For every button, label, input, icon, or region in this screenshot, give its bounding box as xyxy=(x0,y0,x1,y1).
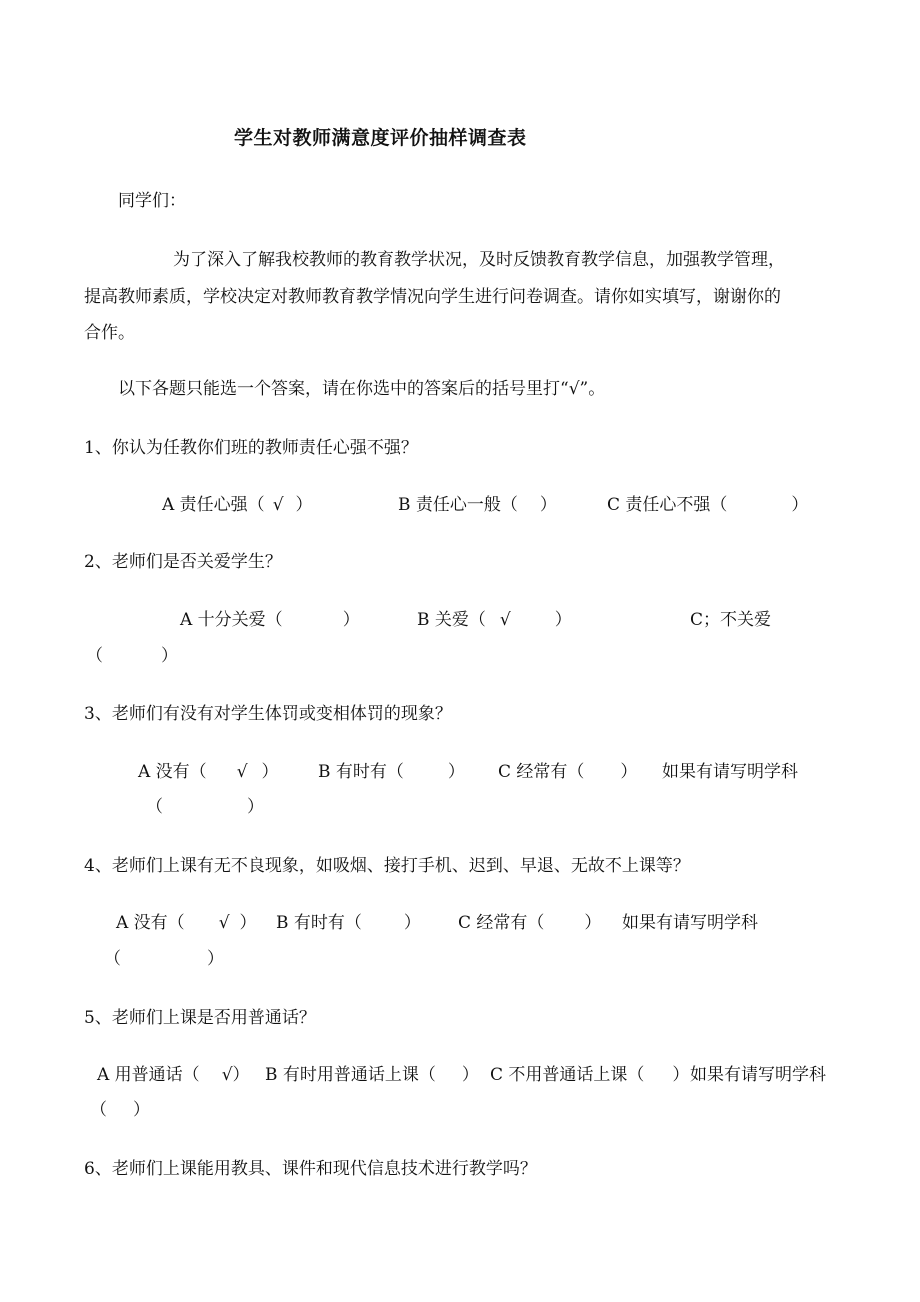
q4-option-c xyxy=(458,912,601,934)
q3-option-b-label: B 有时有（ xyxy=(318,762,404,782)
q1-option-b xyxy=(398,494,557,516)
question-3: 3、老师们有没有对学生体罚或变相体罚的现象？ xyxy=(84,704,452,724)
q3-option-b xyxy=(318,761,465,783)
q3-blank xyxy=(146,796,264,818)
q5-blank-close: ） xyxy=(133,1100,150,1120)
q5-option-c-label: C 不用普通话上课（ xyxy=(490,1065,645,1085)
q1-option-a-check: √ xyxy=(272,495,284,515)
q3-option-b-close: ） xyxy=(447,762,465,782)
q2-option-a-label: A 十分关爱（ xyxy=(180,610,283,630)
q4-option-a xyxy=(116,912,257,934)
q3-option-c-close: ） xyxy=(620,762,638,782)
q5-option-c-close: ） xyxy=(672,1065,690,1085)
q1-option-a xyxy=(162,494,313,516)
q4-blank xyxy=(104,948,224,970)
q2-option-b xyxy=(417,609,572,631)
q5-option-a-check: √ xyxy=(221,1065,233,1085)
q1-option-a-close: ） xyxy=(295,495,313,515)
question-5: 5、老师们上课是否用普通话？ xyxy=(84,1008,316,1028)
intro-line-1: 为了深入了解我校教师的教育教学状况，及时反馈教育教学信息，加强教学管理， xyxy=(173,250,785,270)
intro-line-2: 提高教师素质，学校决定对教师教育教学情况向学生进行问卷调查。请你如实填写，谢谢你的 xyxy=(84,287,781,307)
q5-option-b-label: B 有时用普通话上课（ xyxy=(265,1065,436,1085)
q5-subject-prompt: 如果有请写明学科 xyxy=(690,1065,826,1085)
page-title: 学生对教师满意度评价抽样调查表 xyxy=(234,127,527,149)
greeting: 同学们： xyxy=(118,191,186,211)
q2-blank-open: （ xyxy=(86,646,103,666)
q1-option-c-label: C 责任心不强（ xyxy=(607,495,728,515)
q4-blank-close: ） xyxy=(207,949,224,969)
question-1: 1、你认为任教你们班的教师责任心强不强？ xyxy=(84,438,418,458)
q1-option-c xyxy=(607,494,808,516)
question-4: 4、老师们上课有无不良现象，如吸烟、接打手机、迟到、早退、无故不上课等？ xyxy=(84,856,690,876)
q3-option-a xyxy=(138,761,279,783)
q3-subject-prompt: 如果有请写明学科 xyxy=(662,762,798,782)
q2-option-a xyxy=(180,609,360,631)
q5-option-b xyxy=(265,1064,479,1086)
q2-option-b-label: B 关爱（ xyxy=(417,610,486,630)
q2-option-a-close: ） xyxy=(342,610,360,630)
q4-option-b-close: ） xyxy=(403,913,421,933)
q2-option-b-close: ） xyxy=(554,610,572,630)
q4-option-c-close: ） xyxy=(584,913,602,933)
q5-option-c xyxy=(490,1064,689,1086)
q5-option-a-label: A 用普通话（ xyxy=(97,1065,200,1085)
instruction: 以下各题只能选一个答案，请在你选中的答案后的括号里打“√”。 xyxy=(118,379,606,399)
q2-blank-close: ） xyxy=(161,646,178,666)
q5-option-b-close: ） xyxy=(461,1065,479,1085)
q4-option-c-label: C 经常有（ xyxy=(458,913,545,933)
q1-option-b-close: ） xyxy=(539,495,557,515)
q2-blank xyxy=(86,645,178,667)
q1-option-a-label: A 责任心强（ xyxy=(162,495,265,515)
q4-option-b xyxy=(276,912,421,934)
q5-option-a-close: ） xyxy=(232,1065,250,1085)
q3-option-a-check: √ xyxy=(236,762,248,782)
q4-blank-open: （ xyxy=(104,949,121,969)
q4-option-a-check: √ xyxy=(218,913,230,933)
q3-blank-open: （ xyxy=(146,797,163,817)
q3-option-c-label: C 经常有（ xyxy=(498,762,585,782)
q4-subject-prompt: 如果有请写明学科 xyxy=(622,913,758,933)
q4-option-a-label: A 没有（ xyxy=(116,913,185,933)
intro-line-3: 合作。 xyxy=(84,323,135,343)
question-2: 2、老师们是否关爱学生？ xyxy=(84,552,282,572)
q3-option-a-close: ） xyxy=(261,762,279,782)
q3-option-a-label: A 没有（ xyxy=(138,762,207,782)
q5-option-a xyxy=(97,1064,250,1086)
q2-option-b-check: √ xyxy=(499,610,511,630)
question-6: 6、老师们上课能用教具、课件和现代信息技术进行教学吗？ xyxy=(84,1159,537,1179)
q3-blank-close: ） xyxy=(247,797,264,817)
q3-option-c xyxy=(498,761,637,783)
q2-option-c: C；不关爱 xyxy=(690,610,772,630)
q5-blank-open: （ xyxy=(90,1100,107,1120)
q1-option-c-close: ） xyxy=(791,495,809,515)
q4-option-a-close: ） xyxy=(239,913,257,933)
q5-blank xyxy=(90,1099,150,1121)
q1-option-b-label: B 责任心一般（ xyxy=(398,495,518,515)
q4-option-b-label: B 有时有（ xyxy=(276,913,362,933)
